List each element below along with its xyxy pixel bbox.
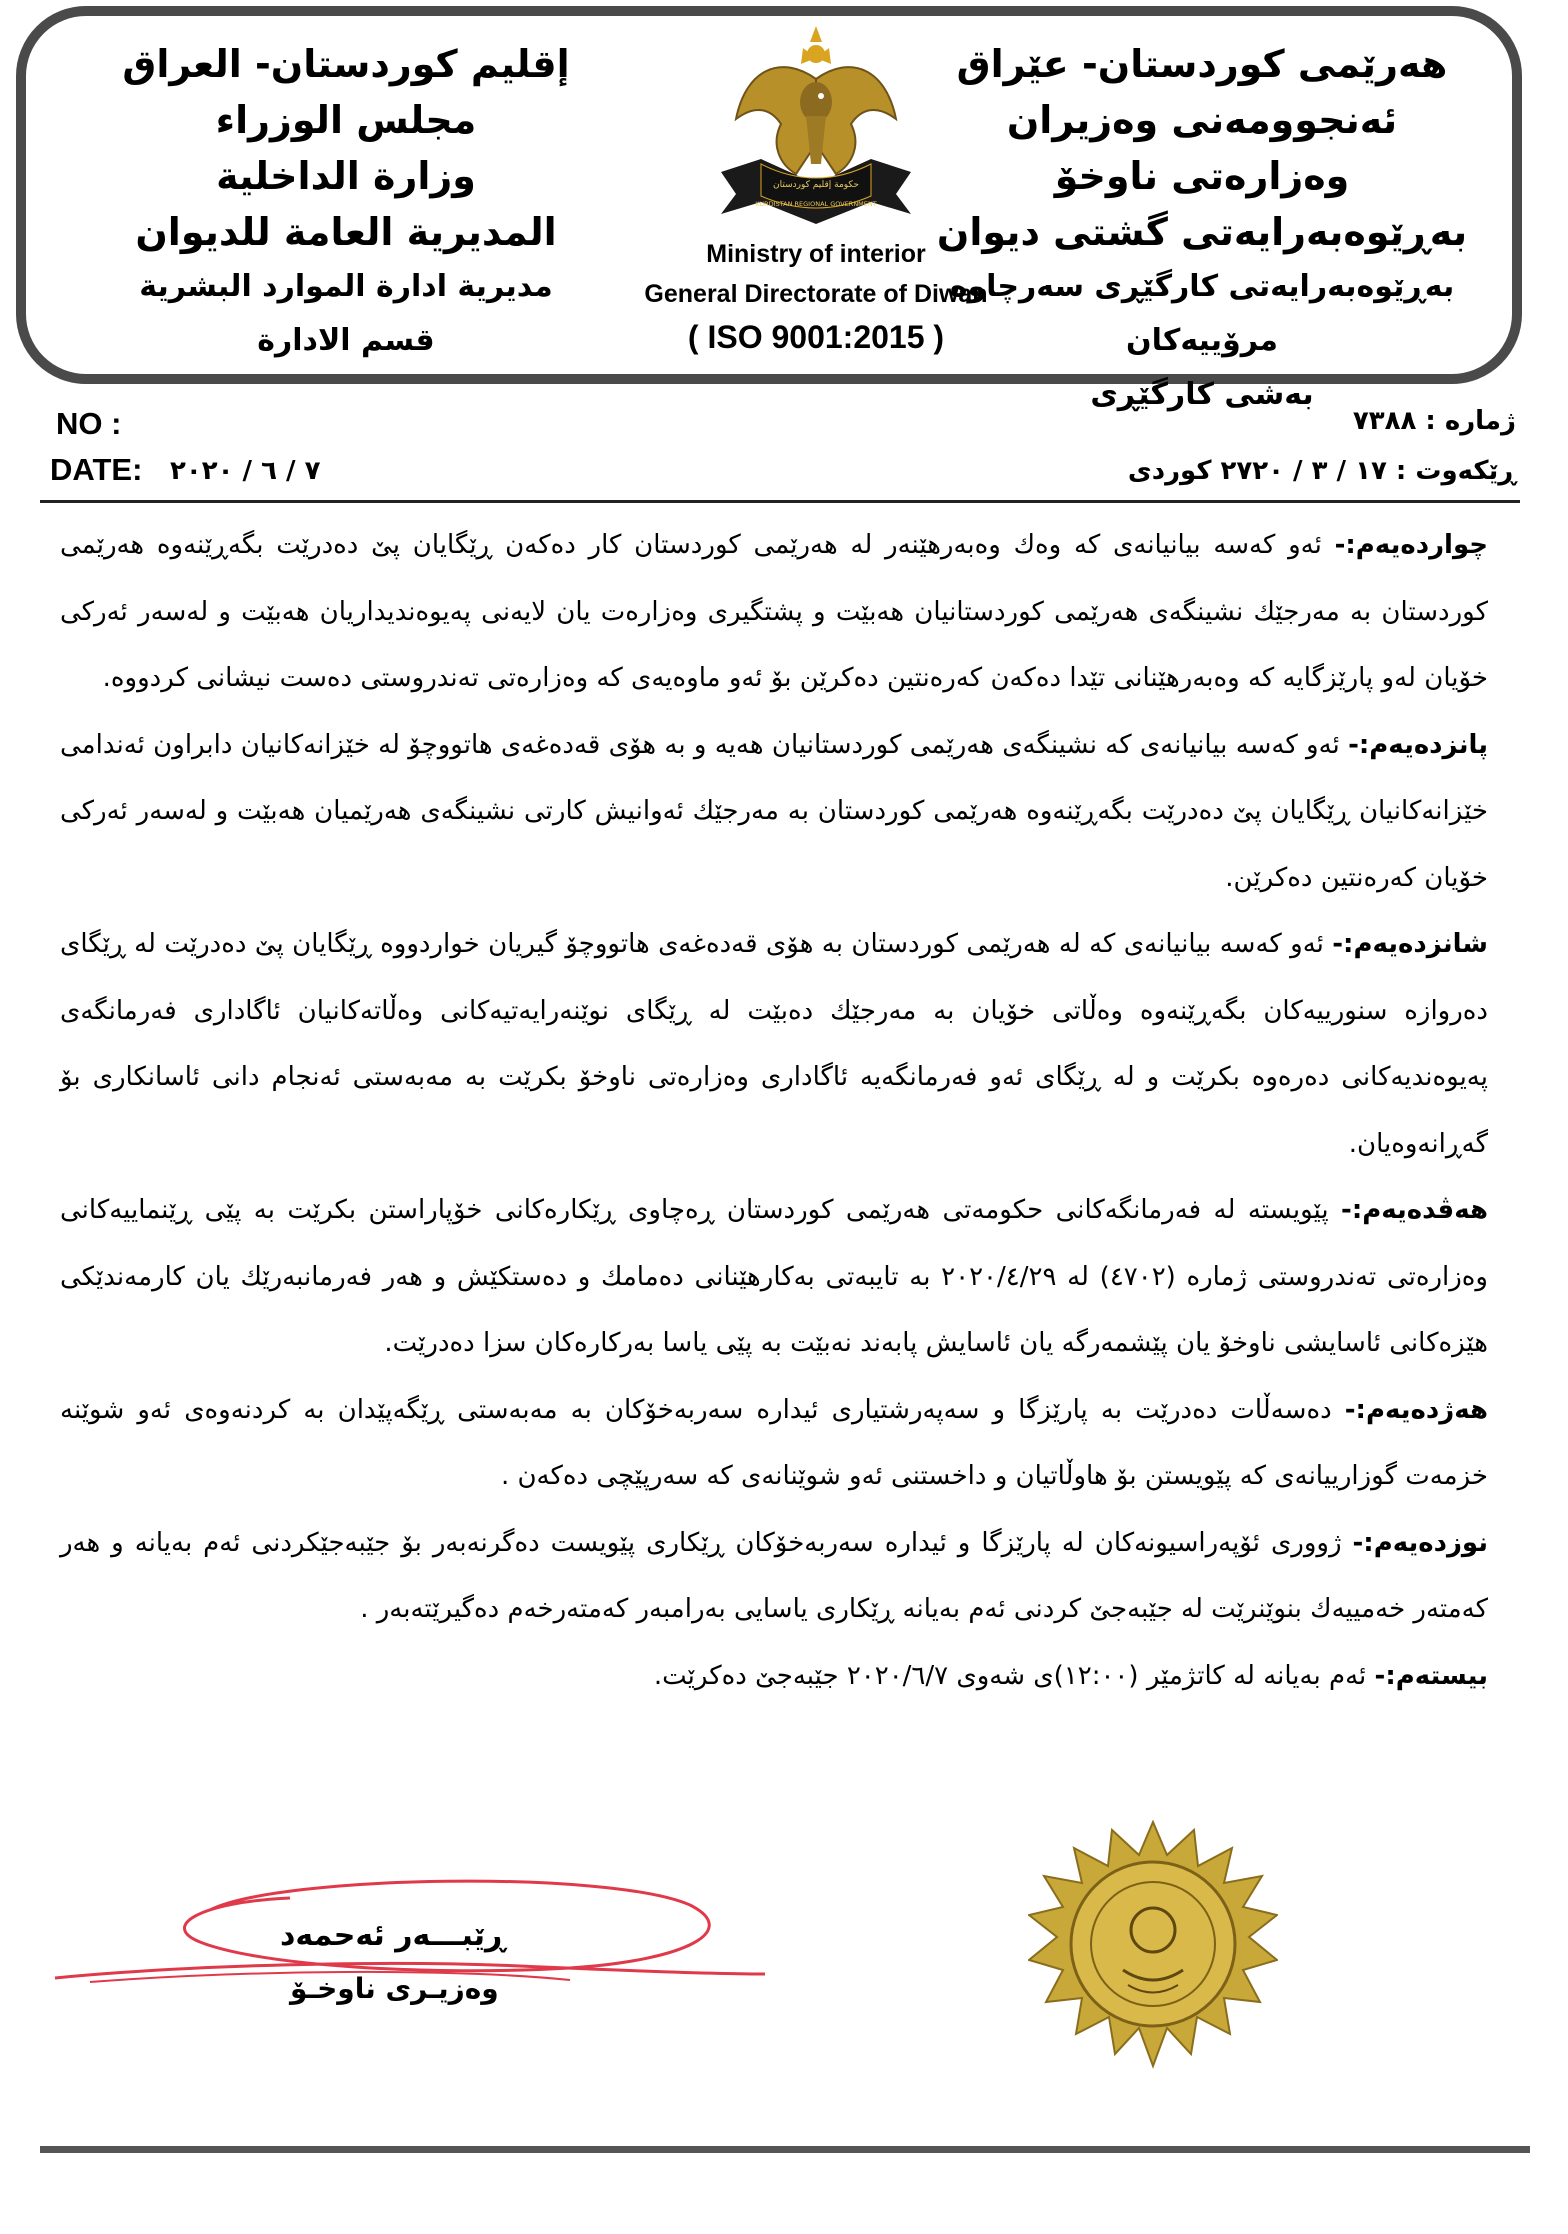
paragraph-19-label: نوزدەیەم:- (1352, 1527, 1488, 1558)
paragraph-18-label: هەژدەیەم:- (1344, 1394, 1488, 1425)
paragraph-17-label: هەڤدەیەم:- (1341, 1195, 1488, 1225)
krg-eagle-emblem-icon (701, 24, 931, 234)
english-directorate: General Directorate of Diwan (644, 280, 988, 308)
paragraph-19 (60, 1510, 1488, 1643)
paragraph-18 (60, 1377, 1488, 1510)
document-body (60, 512, 1488, 1709)
kurdish-region: هەرێمی کوردستان- عێراق (956, 42, 1448, 86)
kurdish-hr-directorate: بەڕێوەبەرایەتی کارگێڕی سەرچاوە مرۆییەکان (949, 269, 1455, 358)
paragraph-16-label: شانزدەیەم:- (1332, 929, 1488, 959)
paragraph-20-label: بیستەم:- (1374, 1660, 1488, 1691)
kurdish-ministry: وەزارەتی ناوخۆ (1054, 154, 1350, 198)
signatory-title: وەزیـری ناوخـۆ (290, 1972, 499, 2005)
signatory-name: ڕێبـــەر ئەحمەد (280, 1918, 506, 1953)
paragraph-14-label: چواردەیەم:- (1334, 530, 1488, 560)
gold-seal-icon (1028, 1820, 1278, 2070)
paragraph-16-text: ئەو کەسە بیانیانەی کە لە هەرێمی کوردستان بە هۆی قەدەغەی هاتووچۆ گیریان خواردووە ڕێگایان پێ دەدرێت لە ڕێگای دەروازە سنورییەکان بگەڕێنەوە وەڵاتی خۆیان بە مەرجێك دەبێت لە ڕێگای نوێنەرایەتیەکانی وەڵاتەکانیان ئاگاداری فەرمانگەی پەیوەندیەکانی دەرەوە بکرێت و لە ڕێگای ئەو فەرمانگەیە ئاگاداری وەزارەتی ناوخۆ بکرێت بە مەبەستی ئەنجام دانی ئاسانکاری بۆ گەڕانەوەیان. (60, 929, 1488, 1159)
number-label: NO : (56, 406, 122, 441)
paragraph-14-text: ئەو کەسە بیانیانەی کە وەك وەبەرهێنەر لە هەرێمی کوردستان کار دەکەن ڕێگایان پێ دەدرێت بگەڕێنەوە هەرێمی کوردستان بە مەرجێك نشینگەی هەرێمی کوردستانیان هەبێت و پشتگیری وەزارەت یان لایەنی پەیوەندیداریان هەبێت و لەسەر ئەرکی خۆیان لەو پارێزگایە کە وەبەرهێنانی تێدا دەکەن کەرەنتین دەکرێن بۆ ئەو ماوەیەی کە وەزارەتی تەندروستی دەست نیشانی کردووە. (60, 530, 1488, 693)
paragraph-15 (60, 712, 1488, 912)
kurdish-reference-number: ژمارە : ٧٣٨٨ (1352, 406, 1516, 436)
arabic-ministry: وزارة الداخلية (216, 154, 476, 198)
paragraph-15-text: ئەو کەسە بیانیانەی کە نشینگەی هەرێمی کوردستانیان هەیە و بە هۆی قەدەغەی هاتووچۆ لە خێزانەکانیان دابراون ئەندامی خێزانەکانیان ڕێگایان پێ دەدرێت بگەڕێنەوە هەرێمی کوردستان بە مەرجێك ئەوانیش کارتی نشینگەی هەرێمیان هەبێت و لەسەر ئەرکی خۆیان کەرەنتین دەکرێن. (60, 729, 1488, 893)
handwritten-signature-icon (50, 1870, 770, 2050)
paragraph-16 (60, 911, 1488, 1177)
footer-divider (40, 2146, 1530, 2153)
paragraph-20 (60, 1643, 1488, 1710)
paragraph-14 (60, 512, 1488, 712)
english-ministry: Ministry of interior (706, 240, 926, 268)
paragraph-17-text: پێویستە لە فەرمانگەکانی حکومەتی هەرێمی کوردستان ڕەچاوی ڕێکارەکانی خۆپاراستن بکرێت بە پێی ڕێنماییەکانی وەزارەتی تەندروستی ژمارە (٤٧٠٢) لە ٢٠٢٠/٤/٢٩ بە تایبەتی بەکارهێنانی دەمامك و دەستکێش و هەر فەرمانبەرێك یان کارمەندێکی هێزەکانی ئاسایشی ناوخۆ یان پێشمەرگە یان ئاسایش پابەند نەبێت بە پێی یاسا بەرکارەکان سزا دەدرێت. (60, 1195, 1488, 1358)
paragraph-19-text: ژووری ئۆپەراسیونەکان لە پارێزگا و ئیدارە سەربەخۆکان ڕێکاری پێویست دەگرنەبەر بۆ جێبەجێکردنی ئەم بەیانە و هەر کەمتەر خەمییەك بنوێنرێت لە جێبەجێ کردنی ئەم بەیانە ڕێکاری یاسایی بەرامبەر کەمتەرخەم دەگیرێتەبەر . (60, 1527, 1488, 1624)
header-divider (40, 500, 1520, 503)
date-label: DATE: (50, 452, 143, 487)
kurdish-council: ئەنجوومەنی وەزیران (1006, 98, 1398, 142)
emblem-ribbon-text: KURDISTAN REGIONAL GOVERNMENT (755, 200, 877, 208)
arabic-region: إقليم كوردستان- العراق (122, 42, 570, 86)
kurdish-admin-section: بەشی کارگێڕی (1090, 377, 1314, 412)
paragraph-15-label: پانزدەیەم:- (1348, 729, 1488, 760)
letterhead-frame (16, 6, 1522, 412)
arabic-council: مجلس الوزراء (215, 98, 477, 142)
paragraph-20-text: ئەم بەیانە لە کاتژمێر (١٢:٠٠)ی شەوی ٢٠٢٠/٦/٧ جێبەجێ دەکرێت. (653, 1660, 1375, 1691)
kurdish-directorate: بەڕێوەبەرایەتی گشتی دیوان (936, 210, 1468, 254)
arabic-directorate: المديرية العامة للديوان (135, 210, 557, 254)
date-value: ٧ / ٦ / ٢٠٢٠ (170, 456, 321, 486)
letterhead-arabic (86, 36, 606, 368)
paragraph-17 (60, 1177, 1488, 1377)
emblem-text: حكومة إقليم كوردستان (773, 180, 859, 190)
arabic-admin-section: قسم الادارة (257, 323, 435, 358)
iso-certification: ( ISO 9001:2015 ) (687, 319, 945, 355)
paragraph-18-text: دەسەڵات دەدرێت بە پارێزگا و سەپەرشتیاری ئیدارە سەربەخۆکان بە مەبەستی ڕێگەپێدان بە کردنەوەی ئەو شوێنە خزمەت گوزارییانەی کە پێویستن بۆ هاوڵاتیان و داخستنی ئەو شوێنانەی کە سەرپێچی دەکەن . (60, 1394, 1488, 1491)
kurdish-date: ڕێکەوت : ١٧ / ٣ / ٢٧٢٠ کوردی (1127, 456, 1516, 486)
letterhead-center (616, 24, 1016, 360)
arabic-hr-directorate: مديرية ادارة الموارد البشرية (139, 269, 553, 304)
